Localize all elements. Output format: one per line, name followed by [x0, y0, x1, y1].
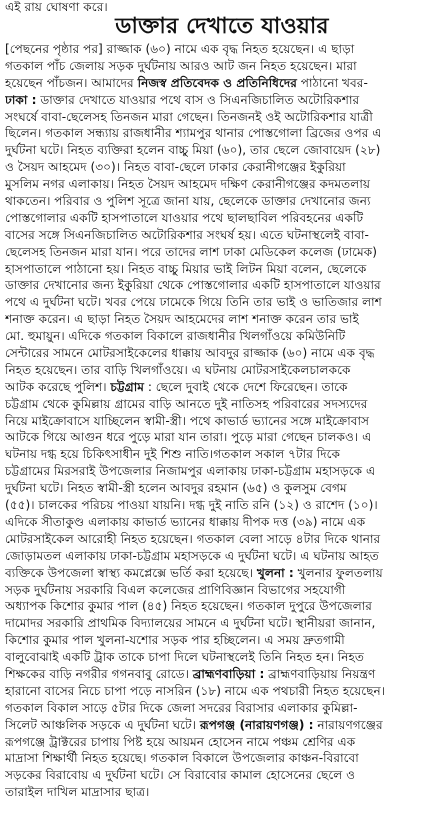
article-line: [5, 632, 439, 649]
article-line: [5, 41, 439, 58]
article-line: [5, 480, 439, 497]
article-line: [5, 159, 439, 176]
article-text: ডাক্তার দেখানোর জন্য ইকুরিয়া থেকে পোস্তগোলার একটি হাসপাতালে যাওয়ার: [5, 278, 381, 293]
article-text: কিশোর কুমার পাল খুলনা-যশোর সড়ক পার হচ্ছিলেন। এ সময় দ্রুতগামী: [5, 633, 345, 648]
article-line: [5, 311, 439, 328]
article-text: এদিকে সীতাকুণ্ড এলাকায় কাভার্ড ভ্যানের ধাক্কায় দীপক দত্ত (৩৯) নামে এক: [5, 514, 366, 529]
article-line: [5, 463, 439, 480]
article-text: ডাক্তার দেখাতে যাওয়ার পথে বাস ও সিএনজিচালিত অটোরিকশার: [36, 92, 360, 107]
dateline-keyword: ঢাকা :: [5, 92, 37, 107]
article-text: : ছেলে দুবাই থেকে দেশে ফিরেছেন। তাকে: [144, 379, 348, 394]
article-text: পোস্তগোলার একটি হাসপাতালে যাওয়ার পথে ছালছাবিল পরিবহনের একটি: [5, 210, 364, 225]
article-line: [5, 125, 439, 142]
article-line: [5, 582, 439, 599]
article-body: [5, 41, 439, 801]
article-line: [5, 497, 439, 514]
article-text: ছেলেসহ তিনজন মারা যান। পরে তাদের লাশ ঢাকা মেডিকেল কলেজ (ঢামেক): [5, 244, 377, 259]
article-text: দুর্ঘটনা ঘটে। নিহত স্বামী-স্ত্রী হলেন আবদুর রহমান (৬৫) ও কুলসুম বেগম: [5, 481, 347, 496]
article-text: গতকাল পাঁচ জেলায় সড়ক দুর্ঘটনায় আরও আট জন নিহত হয়েছেন। মারা: [5, 58, 357, 73]
article-line: [5, 227, 439, 244]
article-line: [5, 210, 439, 227]
article-line: [5, 767, 439, 784]
article-text: খুলনার ফুলতলায়: [293, 565, 383, 580]
article-line: [5, 142, 439, 159]
article-page: [0, 1, 444, 817]
article-line: [5, 277, 439, 294]
article-text: সড়ক দুর্ঘটনায় সরকারি বিএল কলেজের প্রাণিবিজ্ঞান বিভাগের সহযোগী: [5, 582, 346, 597]
article-text: মো. হুমায়ুন। এদিকে গতকাল বিকালে রাজধানীর খিলগাঁওয়ে কমিউনিটি: [5, 329, 346, 344]
article-line: [5, 193, 439, 210]
article-line: [5, 328, 439, 345]
article-line: [5, 548, 439, 565]
article-text: সড়কের বিরাবোয় এ দুর্ঘটনা ঘটে। সে বিরাবোর কামাল হোসেনের ছেলে ও: [5, 768, 356, 783]
article-text: গতকাল বিকাল সাড়ে ৫টার দিকে জেলা সদরের বিরাসার এলাকার কুমিল্লা-: [5, 700, 358, 715]
article-text: হাসপাতালে পাঠানো হয়। নিহত বাচ্চু মিয়ার ভাই লিটন মিয়া বলেন, ছেলেকে: [5, 261, 367, 276]
article-text: বালুবোঝাই একটি ট্রাক তাকে চাপা দিলে ঘটনাস্থলেই তিনি নিহত হন। নিহত: [5, 650, 365, 665]
article-text: সিলেট আঞ্চলিক সড়কে এ দুর্ঘটনা ঘটে।: [5, 717, 200, 732]
article-line: [5, 294, 439, 311]
article-text: ও সৈয়দ আহমেদ (৩০)। নিহত বাবা-ছেলে ঢাকার কেরানীগঞ্জের ইকুরিয়া: [5, 160, 346, 175]
article-line: [5, 717, 439, 734]
article-line: [5, 362, 439, 379]
headline: ডাক্তার দেখাতে যাওয়ার: [115, 14, 329, 39]
article-line: [5, 176, 439, 193]
article-text: ব্রাহ্মণবাড়িয়ায় নিয়ন্ত্রণ: [264, 666, 376, 681]
dateline-keyword: চট্টগ্রাম: [110, 379, 144, 394]
article-line: [5, 345, 439, 362]
article-text: (৫৫)। চালকের পরিচয় পাওয়া যায়নি। দগ্ধ দুই নাতি রনি (১২) ও রাশেদ (১০)।: [5, 498, 378, 513]
article-line: [5, 531, 439, 548]
article-text: অধ্যাপক কিশোর কুমার পাল (৪৫) নিহত হয়েছেন। গতকাল দুপুরে উপজেলার: [5, 599, 372, 614]
article-text: সেন্টারের সামনে মোটরসাইকেলের ধাক্কায় আবদুর রাজ্জাক (৬০) নামে এক বৃদ্ধ: [5, 346, 375, 361]
article-line: [5, 615, 439, 632]
dateline-keyword: ব্রাহ্মণবাড়িয়া :: [192, 666, 265, 681]
article-line: [5, 666, 439, 683]
article-line: [5, 109, 439, 126]
article-line: [5, 379, 439, 396]
article-line: [5, 514, 439, 531]
article-text: চট্টগ্রাম থেকে কুমিল্লায় গ্রামের বাড়ি আনতে দুই নাতিসহ পরিবারের সদস্যদের: [5, 396, 368, 411]
article-text: ব্যক্তিকে উপজেলা স্বাস্থ্য কমপ্লেক্সে ভর্তি করা হয়েছে।: [5, 565, 257, 580]
article-line: [5, 683, 439, 700]
article-text: পথে এ দুর্ঘটনা ঘটে। খবর পেয়ে ঢামেকে গিয়ে তিনি তার ভাই ও ভাতিজার লাশ: [5, 295, 382, 310]
article-text: জোড়ামতল এলাকায় ঢাকা-চট্টগ্রাম মহাসড়কে এ দুর্ঘটনা ঘটে। এ ঘটনায় আহত: [5, 548, 379, 563]
previous-article-ending: এই রায় ঘোষণা করে।: [5, 1, 108, 14]
article-line: [5, 734, 439, 751]
article-line: [5, 261, 439, 278]
article-text: [পেছনের পৃষ্ঠার পর] রাজ্জাক (৬০) নামে এক বৃদ্ধ নিহত হয়েছেন। এ ছাড়া: [5, 42, 355, 56]
article-text: ঘটনায় দগ্ধ হয়ে চিকিৎসাধীন দুই শিশু নাতি।গতকাল সকাল ৭টার দিকে: [5, 447, 340, 462]
article-text: ছিলেন। গতকাল সন্ধ্যায় রাজধানীর শ্যামপুর থানার পোস্তগোলা ব্রিজের ওপর এ: [5, 126, 382, 141]
article-text: নিয়ে মাইক্রোবাসে যাচ্ছিলেন স্বামী-স্ত্রী। পথে কাভার্ড ভ্যানের সঙ্গে মাইক্রোবাস: [5, 413, 370, 428]
article-text: তারাইল দাখিল মাদ্রাসার ছাত্র।: [5, 785, 150, 800]
article-line: [5, 446, 439, 463]
article-line: [5, 784, 439, 801]
article-text: চট্টগ্রামের মিরসরাই উপজেলার নিজামপুর এলাকায় ঢাকা-চট্টগ্রাম মহাসড়কে এ: [5, 464, 376, 479]
article-line: [5, 396, 439, 413]
article-line: [5, 244, 439, 261]
article-text: শনাক্ত করেন। এ ছাড়া নিহত সৈয়দ আহমেদের লাশ শনাক্ত করেন তার ভাই: [5, 312, 359, 327]
dateline-keyword: নিজস্ব প্রতিবেদক ও প্রতিনিধিদের: [137, 75, 297, 90]
article-text: দামোদর সরকারি প্রাথমিক বিদ্যালয়ের সামনে এ দুর্ঘটনা ঘটে। স্থানীয়রা জানান,: [5, 616, 376, 631]
article-text: মুসলিম নগর এলাকায়। নিহত সৈয়দ আহমেদ দক্ষিণ কেরানীগঞ্জের কদমতলায়: [5, 177, 370, 192]
article-text: থাকতেন। পরিবার ও পুলিশ সূত্রে জানা যায়, ছেলেকে ডাক্তার দেখানোর জন্য: [5, 194, 371, 209]
dateline-keyword: রূপগঞ্জ (নারায়ণগঞ্জ) :: [199, 717, 314, 732]
article-text: মোটরসাইকেল আরোহী নিহত হয়েছেন। গতকাল বেলা সাড়ে ৪টার দিকে থানার: [5, 531, 381, 546]
article-text: নারায়ণগঞ্জের: [313, 717, 383, 732]
article-text: বাসের সঙ্গে সিএনজিচালিত অটোরিকশার সংঘর্ষ হয়। এতে ঘটনাস্থলেই বাবা-: [5, 227, 369, 242]
article-line: [5, 700, 439, 717]
article-line: [5, 649, 439, 666]
article-line: [5, 413, 439, 430]
article-text: শিক্ষকের বাড়ি নগরীর গগনবাবু রোডে।: [5, 666, 193, 681]
article-text: আটক করেছে পুলিশ।: [5, 379, 111, 394]
article-text: মাদ্রাসা শিক্ষার্থী নিহত হয়েছে। গতকাল বিকালে উপজেলার কাঞ্চন-বিরাবো: [5, 751, 359, 766]
article-text: দুর্ঘটনা ঘটে। নিহত ব্যক্তিরা হলেন বাচ্চু মিয়া (৬০), তার ছেলে জোবায়েদ (২৮): [5, 143, 381, 158]
article-text: পাঠানো খবর-: [296, 75, 368, 90]
article-text: আটকে গিয়ে আগুন ধরে পুড়ে মারা যান তারা। পুড়ে মারা গেছেন চালকও। এ: [5, 430, 372, 445]
article-line: [5, 75, 439, 92]
article-line: [5, 429, 439, 446]
dateline-keyword: খুলনা :: [256, 565, 294, 580]
article-text: রূপগঞ্জে ট্রাক্টরের চাপায় পিষ্ট হয়ে আয়মন হোসেন নামে পঞ্চম শ্রেণির এক: [5, 734, 356, 749]
article-text: হারানো বাসের নিচে চাপা পড়ে নাসরিন (১৮) নামে এক পথচারী নিহত হয়েছেন।: [5, 683, 386, 698]
article-line: [5, 598, 439, 615]
article-text: নিহত হয়েছেন। তার বাড়ি খিলগাঁওয়ে। এ ঘটনায় মোটরসাইকেলচালককে: [5, 362, 351, 377]
article-line: [5, 92, 439, 109]
article-line: [5, 750, 439, 767]
article-text: সংঘর্ষে বাবা-ছেলেসহ তিনজন মারা গেছেন। তিনজনই ওই অটোরিকশার যাত্রী: [5, 109, 373, 124]
article-text: হয়েছেন পাঁচজন। আমাদের: [5, 75, 138, 90]
article-line: [5, 565, 439, 582]
article-line: [5, 58, 439, 75]
